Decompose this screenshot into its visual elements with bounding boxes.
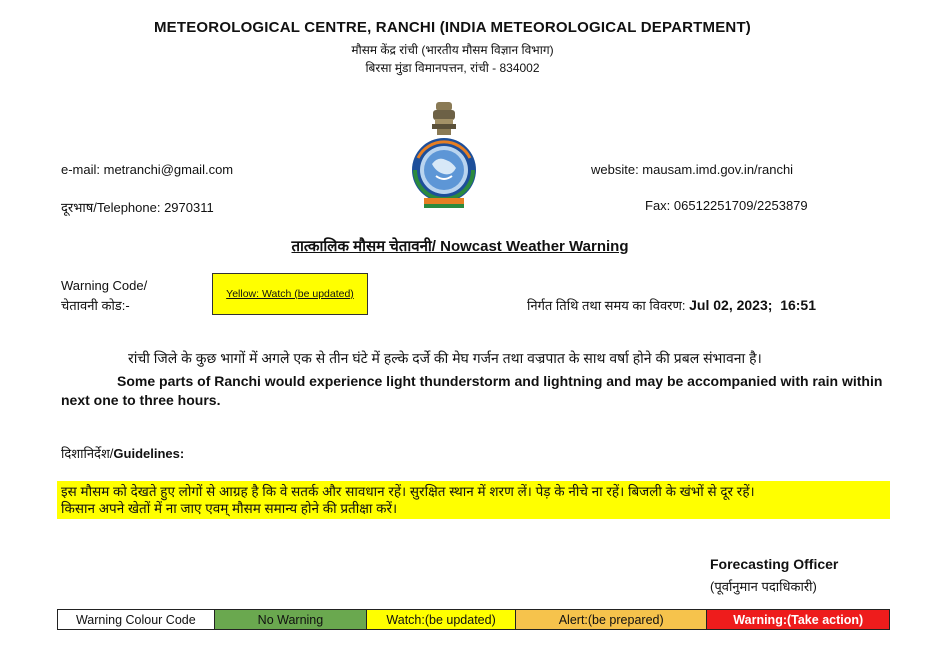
guidelines-box bbox=[57, 481, 890, 519]
telephone-text: दूरभाष/Telephone: 2970311 bbox=[61, 200, 214, 215]
warning-code-badge: Yellow: Watch (be updated) bbox=[212, 273, 368, 315]
legend-item-colour-code: Warning Colour Code bbox=[58, 610, 215, 629]
forecasting-officer: Forecasting Officer bbox=[710, 556, 839, 572]
header-address: बिरसा मुंडा विमानपत्तन, रांची - 834002 bbox=[365, 61, 540, 75]
fax-text: Fax: 06512251709/2253879 bbox=[645, 198, 808, 213]
issue-value: Jul 02, 2023; 16:51 bbox=[689, 297, 817, 313]
issue-label: निर्गत तिथि तथा समय का विवरण: bbox=[527, 298, 686, 313]
guidelines-label-en: Guidelines: bbox=[113, 446, 185, 461]
email-text: e-mail: metranchi@gmail.com bbox=[61, 162, 234, 177]
warning-message-hindi: रांची जिले के कुछ भागों में अगले एक से तीन घंटे में हल्के दर्जे की मेघ गर्जन तथा वज्रपात के साथ वर्षा होने की प्रबल संभावना है। bbox=[128, 350, 762, 366]
warning-code-label bbox=[61, 276, 147, 316]
legend-item-no-warning: No Warning bbox=[215, 610, 368, 629]
imd-emblem-icon bbox=[406, 100, 482, 214]
warning-title: तात्कालिक मौसम चेतावनी/ Nowcast Weather Warning bbox=[291, 238, 629, 255]
warning-code-label-hi: चेतावनी कोड:- bbox=[61, 298, 130, 313]
forecasting-officer-hindi: (पूर्वानुमान पदाधिकारी) bbox=[710, 579, 817, 594]
guidelines-line-2: किसान अपने खेतों में ना जाए एवम् मौसम समान्य होने की प्रतीक्षा करें। bbox=[61, 501, 398, 516]
legend-item-warning: Warning:(Take action) bbox=[707, 610, 889, 629]
warning-code-label-en: Warning Code/ bbox=[61, 278, 148, 293]
legend-item-watch: Watch:(be updated) bbox=[367, 610, 516, 629]
issue-datetime bbox=[527, 296, 816, 314]
warning-message-english: Some parts of Ranchi would experience light thunderstorm and lightning and may be accompanied with rain within next one to three hours. bbox=[61, 373, 883, 408]
header-title: METEOROLOGICAL CENTRE, RANCHI (INDIA METEOROLOGICAL DEPARTMENT) bbox=[153, 19, 752, 36]
header-title-hindi: मौसम केंद्र रांची (भारतीय मौसम विज्ञान विभाग) bbox=[351, 43, 554, 57]
website-text: website: mausam.imd.gov.in/ranchi bbox=[591, 162, 794, 177]
guidelines-label bbox=[61, 444, 184, 462]
warning-colour-legend bbox=[57, 609, 890, 630]
guidelines-line-1: इस मौसम को देखते हुए लोगों से आग्रह है कि वे सतर्क और सावधान रहें। सुरक्षित स्थान में शरण लें। पेड़ के नीचे ना रहें। बिजली के खंभों से दूर रहें। bbox=[61, 484, 755, 499]
legend-item-alert: Alert:(be prepared) bbox=[516, 610, 708, 629]
guidelines-label-hi: दिशानिर्देश/ bbox=[61, 446, 114, 461]
